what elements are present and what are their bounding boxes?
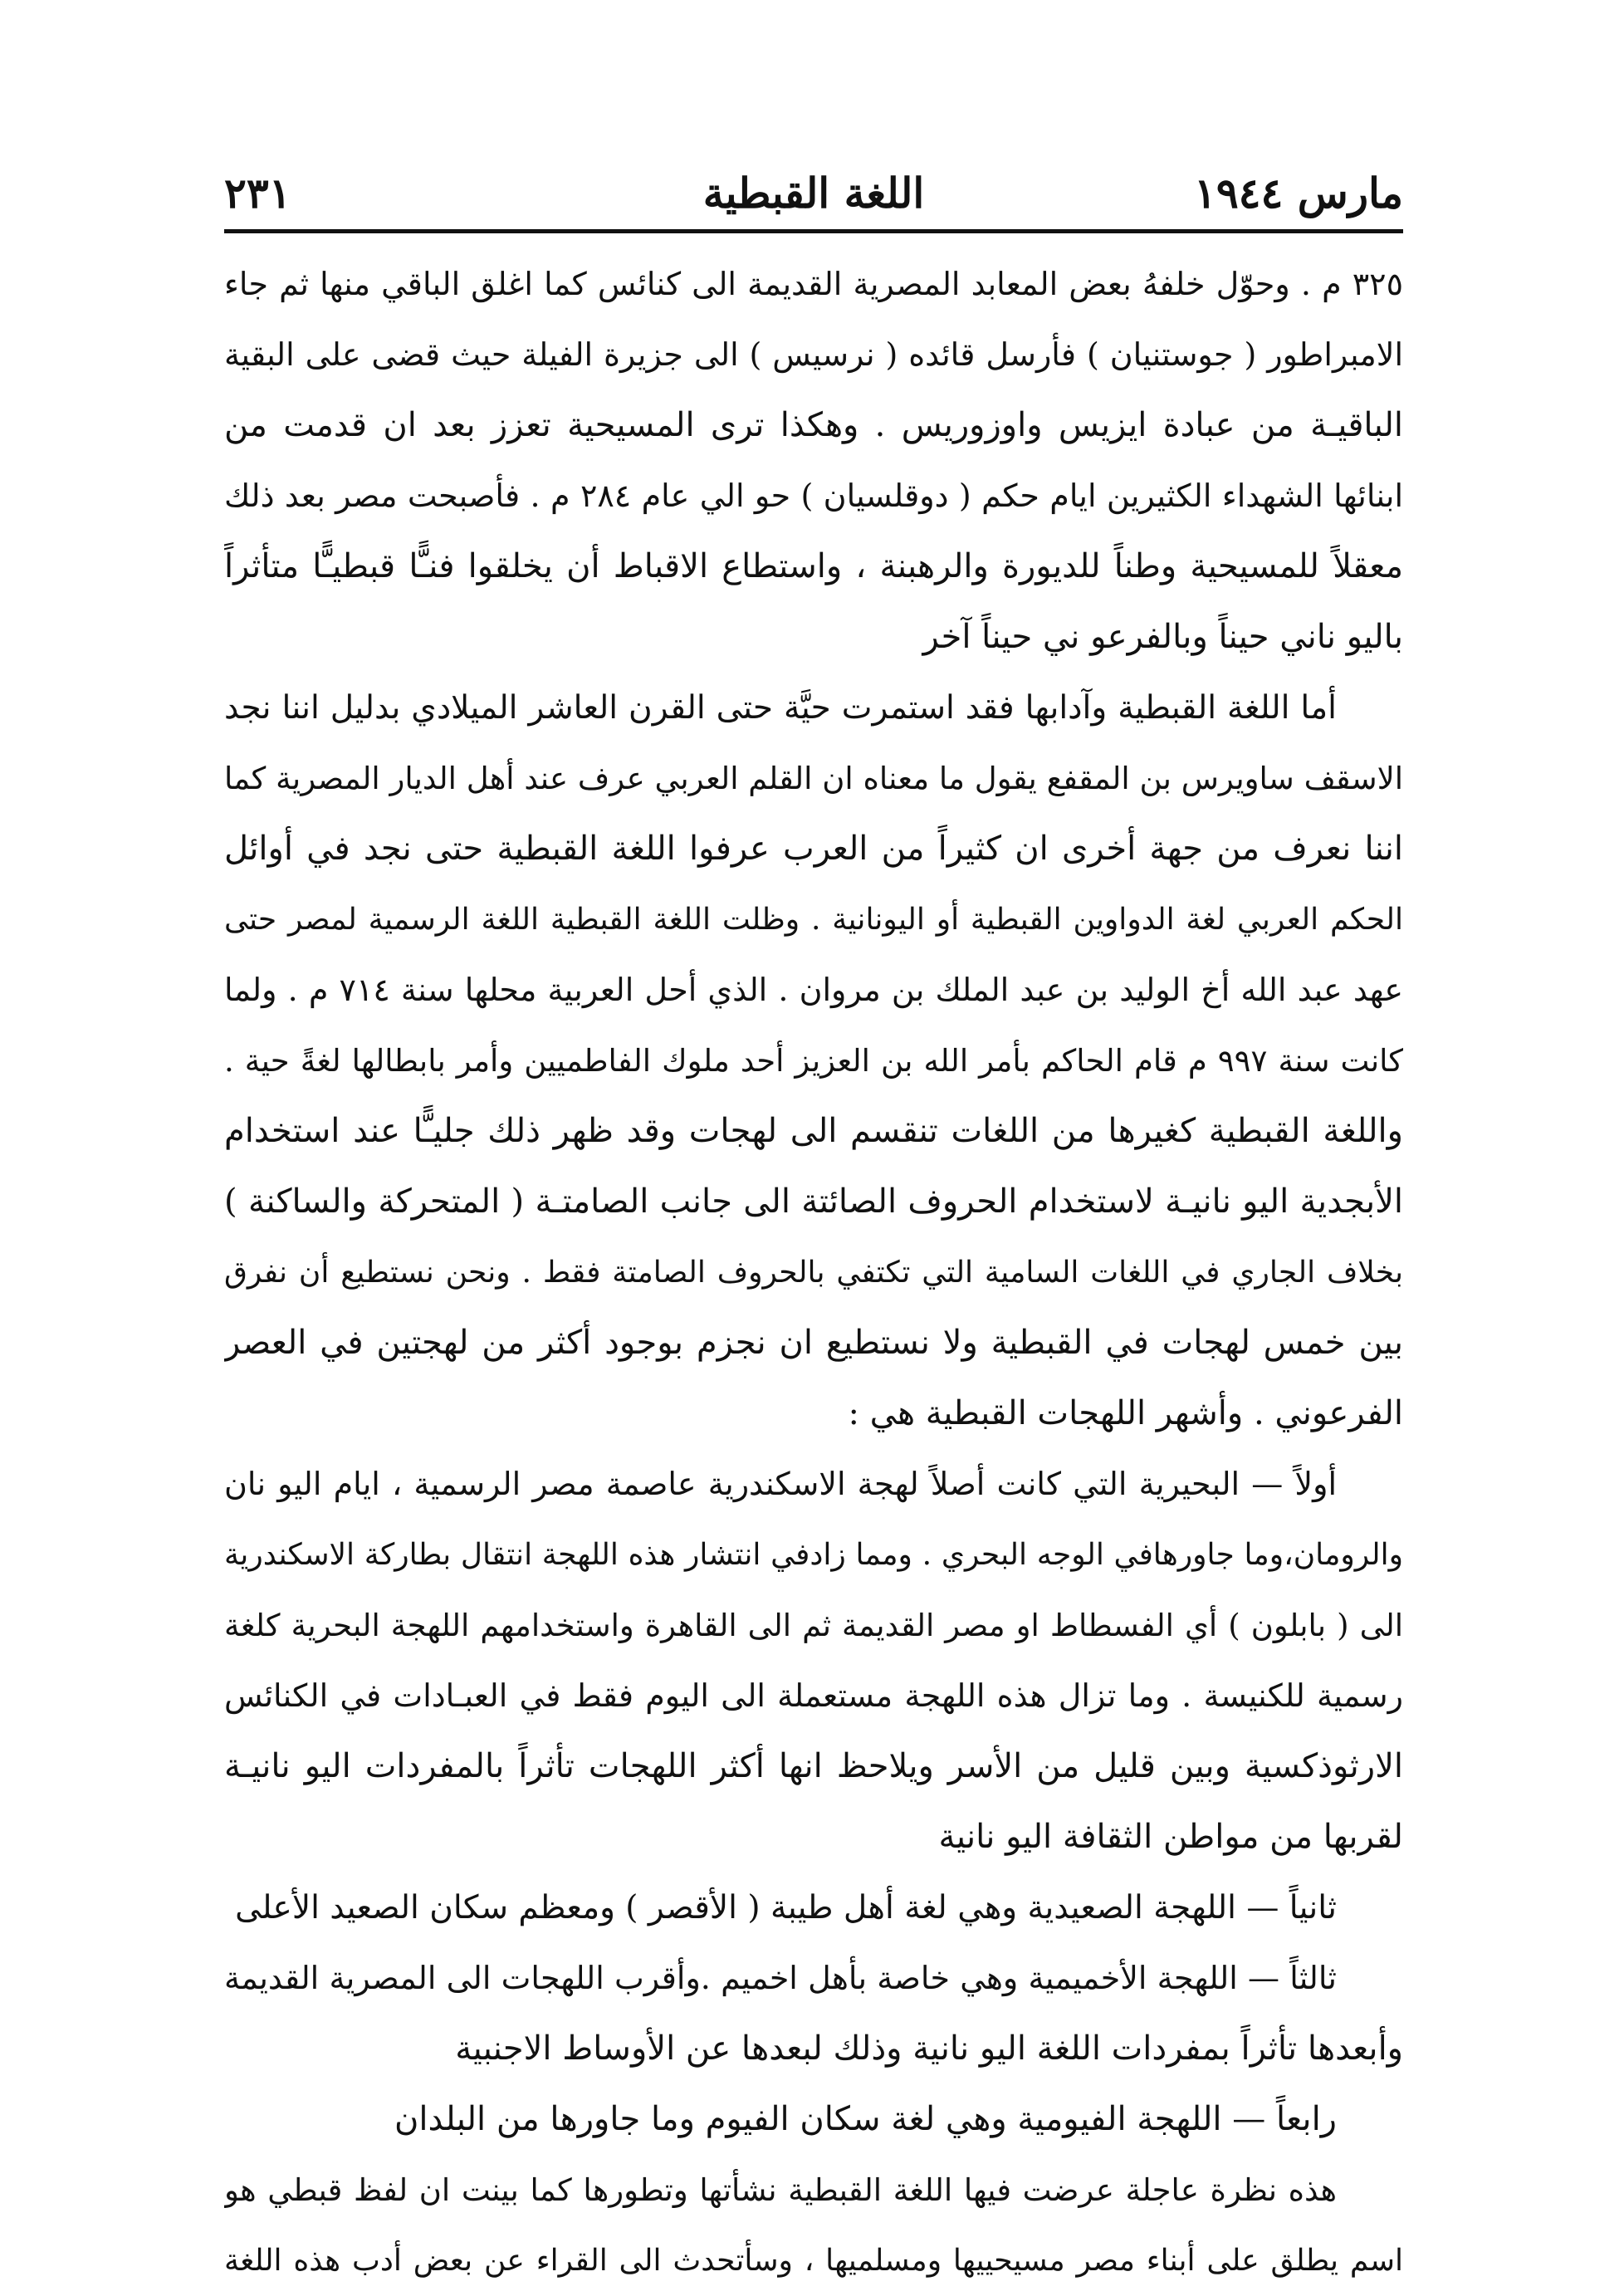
text-line-12: كانت سنة ٩٩٧ م قام الحاكم بأمر الله بن العزيز أحد ملوك الفاطميين وأمر بابطالها لغةً حية . xyxy=(224,1043,1403,1079)
text-line-22: الارثوذكسية وبين قليل من الأسر ويلاحظ انها أكثر اللهجات تأثراً بالمفردات اليو نانيـة xyxy=(224,1747,1403,1785)
text-line-29: اسم يطلق على أبناء مصر مسيحييها ومسلميها ، وسأتحدث الى القراء عن بعض أدب هذه اللغة xyxy=(224,2244,1403,2278)
running-header xyxy=(224,158,1403,228)
text-line-5: معقلاً للمسيحية وطناً للديورة والرهبنة ، واستطاع الاقباط أن يخلقوا فنـًّا قبطيـًّا متأثراً xyxy=(224,547,1403,585)
header-rule xyxy=(224,229,1403,233)
article-body xyxy=(224,249,1403,2296)
text-line-4: ابنائها الشهداء الكثيرين ايام حكم ( دوقلسيان ) حو الي عام ٢٨٤ م . فأصبحت مصر بعد ذلك xyxy=(224,477,1403,514)
text-line-2: الامبراطور ( جوستنيان ) فأرسل قائده ( نرسيس ) الى جزيرة الفيلة حيث قضى على البقية xyxy=(224,336,1403,373)
text-line-26: وأبعدها تأثراً بمفردات اللغة اليو نانية وذلك لبعدها عن الأوساط الاجنبية xyxy=(455,2029,1403,2068)
text-line-6: باليو ناني حيناً وبالفرعو ني حيناً آخر xyxy=(922,618,1403,656)
text-line-24: ثانياً — اللهجة الصعيدية وهي لغة أهل طيبة ( الأقصر ) ومعظم سكان الصعيد الأعلى xyxy=(235,1889,1337,1926)
text-line-11: عهد عبد الله أخ الوليد بن عبد الملك بن مروان . الذي أحل العربية محلها سنة ٧١٤ م . ولما xyxy=(224,972,1403,1008)
text-line-7: أما اللغة القبطية وآدابها فقد استمرت حيَّة حتى القرن العاشر الميلادي بدليل اننا نجد xyxy=(224,689,1337,727)
text-line-14: الأبجدية اليو نانيـة لاستخدام الحروف الصائتة الى جانب الصامتـة ( المتحركة والساكنة ) xyxy=(224,1182,1403,1221)
text-line-21: رسمية للكنيسة . وما تزال هذه اللهجة مستعملة الى اليوم فقط في العبـادات في الكنائس xyxy=(224,1677,1403,1714)
text-line-20: الى ( بابلون ) أي الفسطاط او مصر القديمة ثم الى القاهرة واستخدامهم اللهجة البحرية كلغة xyxy=(224,1608,1403,1643)
text-line-19: والرومان،وما جاورهافي الوجه البحري . ومما زادفي انتشار هذه اللهجة انتقال بطاركة الاسكندرية xyxy=(224,1538,1403,1572)
text-line-18: أولاً — البحيرية التي كانت أصلاً لهجة الاسكندرية عاصمة مصر الرسمية ، ايام اليو نان xyxy=(224,1466,1337,1502)
header-date: مارس ١٩٤٤ xyxy=(1193,168,1403,218)
text-line-3: الباقيـة من عبادة ايزيس واوزوريس . وهكذا ترى المسيحية تعزز بعد ان قدمت من xyxy=(224,406,1403,444)
text-line-16: بين خمس لهجات في القبطية ولا نستطيع ان نجزم بوجود أكثر من لهجتين في العصر xyxy=(224,1324,1403,1362)
header-title: اللغة القبطية xyxy=(702,168,925,218)
text-line-1: ٣٢٥ م . وحوّل خلفهُ بعض المعابد المصرية القديمة الى كنائس كما اغلق الباقي منها ثم جاء xyxy=(224,266,1403,302)
text-line-9: اننا نعرف من جهة أخرى ان كثيراً من العرب عرفوا اللغة القبطية حتى نجد في أوائل xyxy=(224,830,1403,868)
text-line-27: رابعاً — اللهجة الفيومية وهي لغة سكان الفيوم وما جاورها من البلدان xyxy=(394,2100,1337,2138)
text-line-28: هذه نظرة عاجلة عرضت فيها اللغة القبطية نشأتها وتطورها كما بينت ان لفظ قبطي هو xyxy=(224,2172,1337,2208)
text-line-17: الفرعوني . وأشهر اللهجات القبطية هي : xyxy=(848,1394,1403,1432)
text-line-10: الحكم العربي لغة الدواوين القبطية أو اليونانية . وظلت اللغة القبطية اللغة الرسمية لمصر حتى xyxy=(224,903,1403,937)
text-line-13: واللغة القبطية كغيرها من اللغات تنقسم الى لهجات وقد ظهر ذلك جليـًّا عند استخدام xyxy=(224,1112,1403,1150)
text-line-23: لقربها من مواطن الثقافة اليو نانية xyxy=(938,1818,1403,1856)
page-number: ٢٣١ xyxy=(224,168,291,218)
text-line-25: ثالثاً — اللهجة الأخميمية وهي خاصة بأهل اخميم .وأقرب اللهجات الى المصرية القديمة xyxy=(224,1960,1337,1996)
text-line-8: الاسقف ساويرس بن المقفع يقول ما معناه ان القلم العربي عرف عند أهل الديار المصرية كما xyxy=(224,761,1403,796)
text-line-15: بخلاف الجاري في اللغات السامية التي تكتفي بالحروف الصامتة فقط . ونحن نستطيع أن نفرق xyxy=(224,1256,1403,1290)
